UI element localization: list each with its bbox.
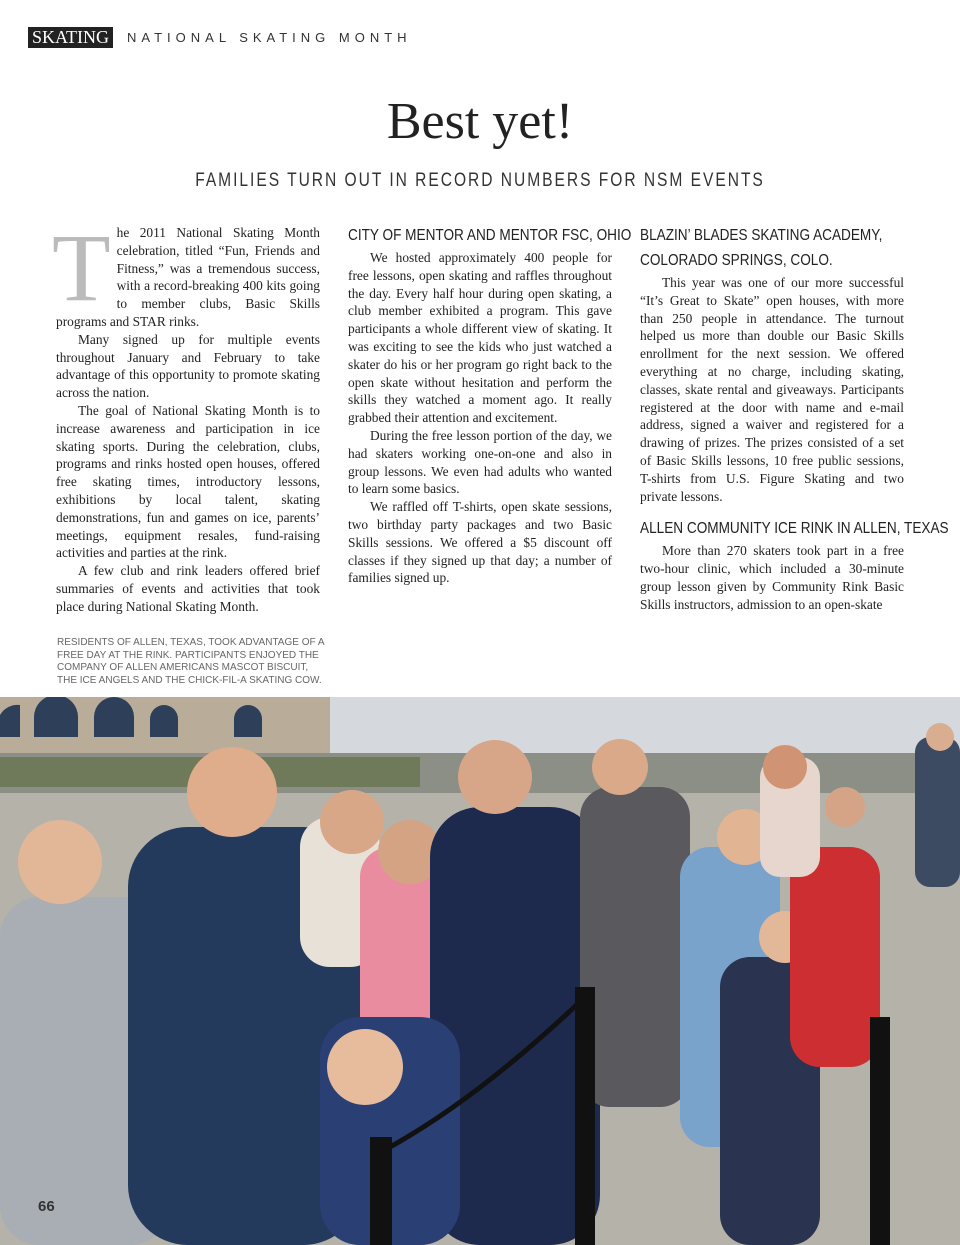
drop-cap: T	[52, 214, 111, 321]
intro-paragraph-2: Many signed up for multiple events throughout January and February to take advantage of this opportunity to promote skating across the nation.	[56, 331, 320, 401]
magazine-logo: SKATING	[28, 27, 113, 48]
section-label: NATIONAL SKATING MONTH	[127, 29, 412, 45]
headline: Best yet!	[386, 93, 574, 150]
mentor-column	[348, 224, 632, 587]
blazin-heading-line-2: COLORADO SPRINGS, COLO.	[640, 252, 833, 269]
mentor-heading: CITY OF MENTOR AND MENTOR FSC, OHIO	[348, 227, 632, 244]
subheadline: FAMILIES TURN OUT IN RECORD NUMBERS FOR NSM EVENTS	[195, 170, 765, 191]
mentor-paragraph-3: We raffled off T-shirts, open skate sessions, two birthday party packages and two Basic Skills sessions. We offered a $5 discount off classes if they signed up that day; a number of families signed up.	[348, 499, 612, 586]
page-header	[28, 26, 412, 48]
intro-column	[52, 214, 320, 616]
page-number: 66	[38, 1198, 55, 1215]
mentor-paragraph-1: We hosted approximately 400 people for free lessons, open skating and raffles throughout the day. Every half hour during open skating, a club member exhibited a program. This gave participants a whole different view of skating. It was exciting to see the kids who just watched a skater do his or her program go right back to the open skate without hesitation and perform the skills they watched a moment ago. It really grabbed their attention and excitement.	[348, 250, 612, 426]
crowd-illustration	[0, 697, 960, 1245]
crowd-photo	[0, 697, 960, 1245]
allen-heading: ALLEN COMMUNITY ICE RINK IN ALLEN, TEXAS	[640, 520, 949, 538]
intro-paragraph-4: A few club and rink leaders offered brief summaries of events and activities that took place during National Skating Month.	[56, 563, 320, 614]
mentor-paragraph-2: During the free lesson portion of the day, we had skaters working one-on-one and also in group lessons. We even had adults who wanted to learn some basics.	[348, 427, 612, 497]
third-column	[640, 224, 949, 614]
allen-paragraph: More than 270 skaters took part in a free two-hour clinic, which included a 30-minute group lesson given by Community Rink Basic Skills instructors, admission to an open-skate	[640, 543, 904, 612]
blazin-paragraph: This year was one of our more successful “It’s Great to Skate” open houses, with more than 250 people in attendance. The turnout helped us more than double our Basic Skills enrollment for the next session. We offered everything at no charge, including skating, classes, skate rental and giveaways. Participants registered at the door with name and e-mail address, signed a waiver and registered for a drawing of prizes. The prizes consisted of a set of Basic Skills lessons, 10 free public sessions, T-shirts from U.S. Figure Skating and two private lessons.	[640, 275, 904, 504]
intro-paragraph-3: The goal of National Skating Month is to increase awareness and participation in ice skating sports. During the celebration, clubs, programs and rinks hosted open houses, offered free skating times, introductory lessons, exhibitions by local talent, skating demonstrations, fun and games on ice, parents’ meetings, equipment resales, fund-raising activities and parties at the rink.	[56, 402, 320, 561]
photo-caption: RESIDENTS OF ALLEN, TEXAS, TOOK ADVANTAGE OF A FREE DAY AT THE RINK. PARTICIPANTS ENJOYED THE COMPANY OF ALLEN AMERICANS MASCOT BISCUIT, THE ICE ANGELS AND THE CHICK-FIL-A SKATING COW.	[57, 637, 324, 686]
blazin-heading-line-1: BLAZIN’ BLADES SKATING ACADEMY,	[640, 227, 883, 244]
intro-paragraph-1: he 2011 National Skating Month celebration, titled “Fun, Friends and Fitness,” was a tremendous success, with a record-breaking 400 kits going to member clubs, Basic Skills programs and STAR rinks.	[56, 225, 320, 329]
